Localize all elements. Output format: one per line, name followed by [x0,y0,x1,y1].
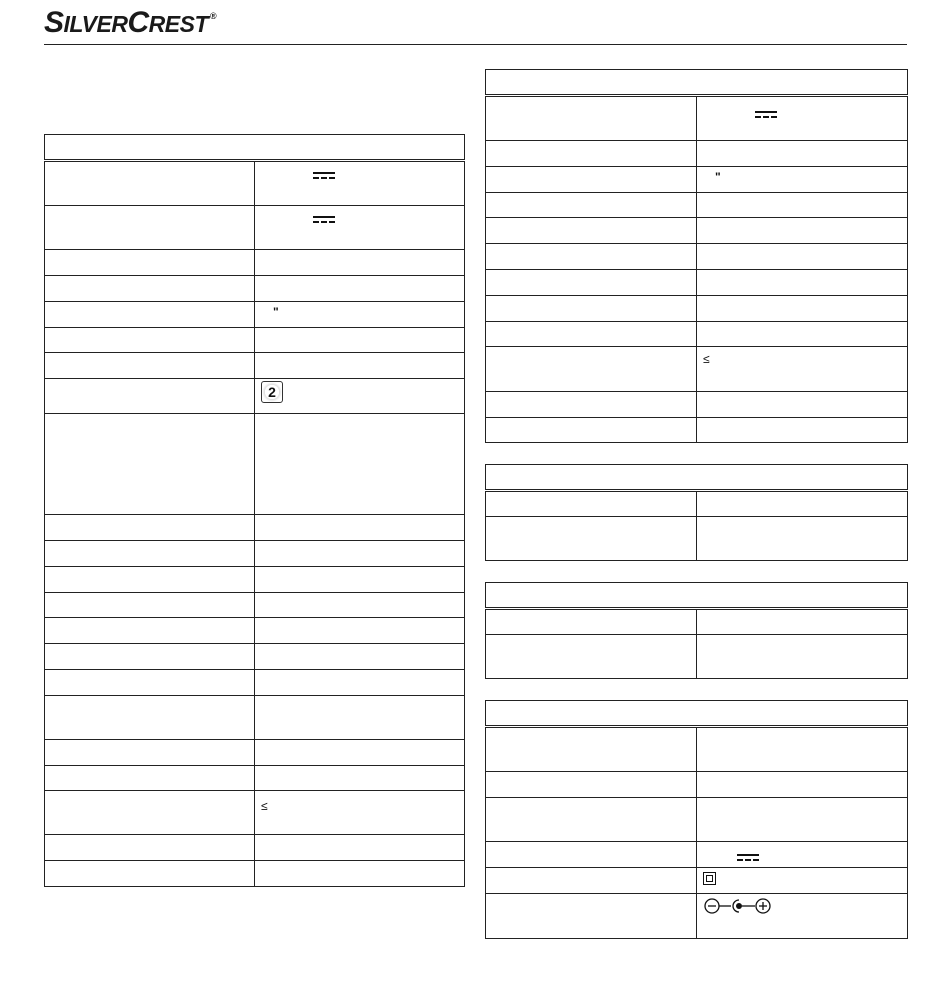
table-title [45,135,465,161]
spec-value [255,302,465,328]
spec-value [255,644,465,670]
dc-voltage-icon [313,215,335,223]
spec-label [486,418,697,443]
spec-table-right-1 [485,69,908,443]
spec-table-right-3 [485,582,908,679]
spec-label [45,353,255,379]
table-title [486,701,908,727]
spec-value [697,392,908,418]
spec-label [45,593,255,618]
spec-value [255,161,465,206]
spec-value [697,868,908,894]
spec-label [486,609,697,635]
spec-value [255,276,465,302]
spec-value [255,206,465,250]
spec-value [255,791,465,835]
spec-label [45,670,255,696]
spec-label [486,772,697,798]
spec-label [45,276,255,302]
spec-label [486,96,697,141]
table-title [486,465,908,491]
spec-value [255,250,465,276]
spec-value [255,379,465,414]
spec-label [45,206,255,250]
inch-mark: " [715,170,721,184]
spec-value [697,727,908,772]
less-equal-sign: ≤ [261,799,268,813]
spec-value [697,141,908,167]
less-equal-sign: ≤ [703,352,710,366]
spec-label [45,515,255,541]
spec-label [45,835,255,861]
spec-value [255,567,465,593]
spec-value [255,353,465,379]
spec-label [486,141,697,167]
spec-value [255,328,465,353]
spec-label [45,861,255,887]
spec-label [45,740,255,766]
spec-value [255,835,465,861]
spec-value [697,244,908,270]
spec-value [697,347,908,392]
spec-value [255,861,465,887]
table-title [486,583,908,609]
spec-value [697,167,908,193]
spec-value [697,894,908,939]
spec-label [486,727,697,772]
spec-value [255,670,465,696]
spec-value [255,740,465,766]
spec-label [45,541,255,567]
spec-label [45,414,255,515]
spec-label [486,322,697,347]
spec-label [486,635,697,679]
spec-value [255,618,465,644]
spec-label [45,379,255,414]
spec-value [697,193,908,218]
spec-label [486,167,697,193]
spec-label [486,218,697,244]
spec-label [45,618,255,644]
table-title [486,70,908,96]
spec-label [45,161,255,206]
spec-label [45,250,255,276]
spec-label [486,270,697,296]
spec-label [45,302,255,328]
dc-voltage-icon [755,110,777,118]
spec-label [45,567,255,593]
spec-label [486,392,697,418]
spec-value [697,270,908,296]
spec-table-left [44,134,465,887]
spec-label [486,347,697,392]
spec-label [45,696,255,740]
spec-label [486,517,697,561]
dc-voltage-icon [737,853,759,861]
spec-value [697,218,908,244]
spec-label [486,193,697,218]
spec-label [486,894,697,939]
spec-value [697,296,908,322]
spec-value [697,635,908,679]
inch-mark: " [273,305,279,319]
silvercrest-logo: SILVERCREST ® [44,6,217,39]
spec-value [697,322,908,347]
spec-value [697,491,908,517]
protection-class-ii-icon [703,872,716,885]
spec-value [255,515,465,541]
spec-label [45,766,255,791]
spec-value [255,414,465,515]
spec-label [45,644,255,670]
spec-value [255,593,465,618]
spec-value [255,541,465,567]
spec-label [486,842,697,868]
spec-label [45,328,255,353]
spec-value [697,772,908,798]
spec-table-right-2 [485,464,908,561]
polarity-center-positive-icon [703,897,773,918]
spec-value [697,96,908,141]
header-divider [44,44,907,45]
spec-value [697,842,908,868]
spec-value [255,766,465,791]
spec-value [697,609,908,635]
region-code-icon: 2 [261,381,283,403]
spec-label [486,244,697,270]
spec-value [697,418,908,443]
spec-label [486,798,697,842]
spec-label [486,868,697,894]
spec-label [486,491,697,517]
spec-table-right-4 [485,700,908,939]
spec-label [45,791,255,835]
spec-label [486,296,697,322]
spec-value [255,696,465,740]
spec-value [697,798,908,842]
dc-voltage-icon [313,171,335,179]
spec-value [697,517,908,561]
